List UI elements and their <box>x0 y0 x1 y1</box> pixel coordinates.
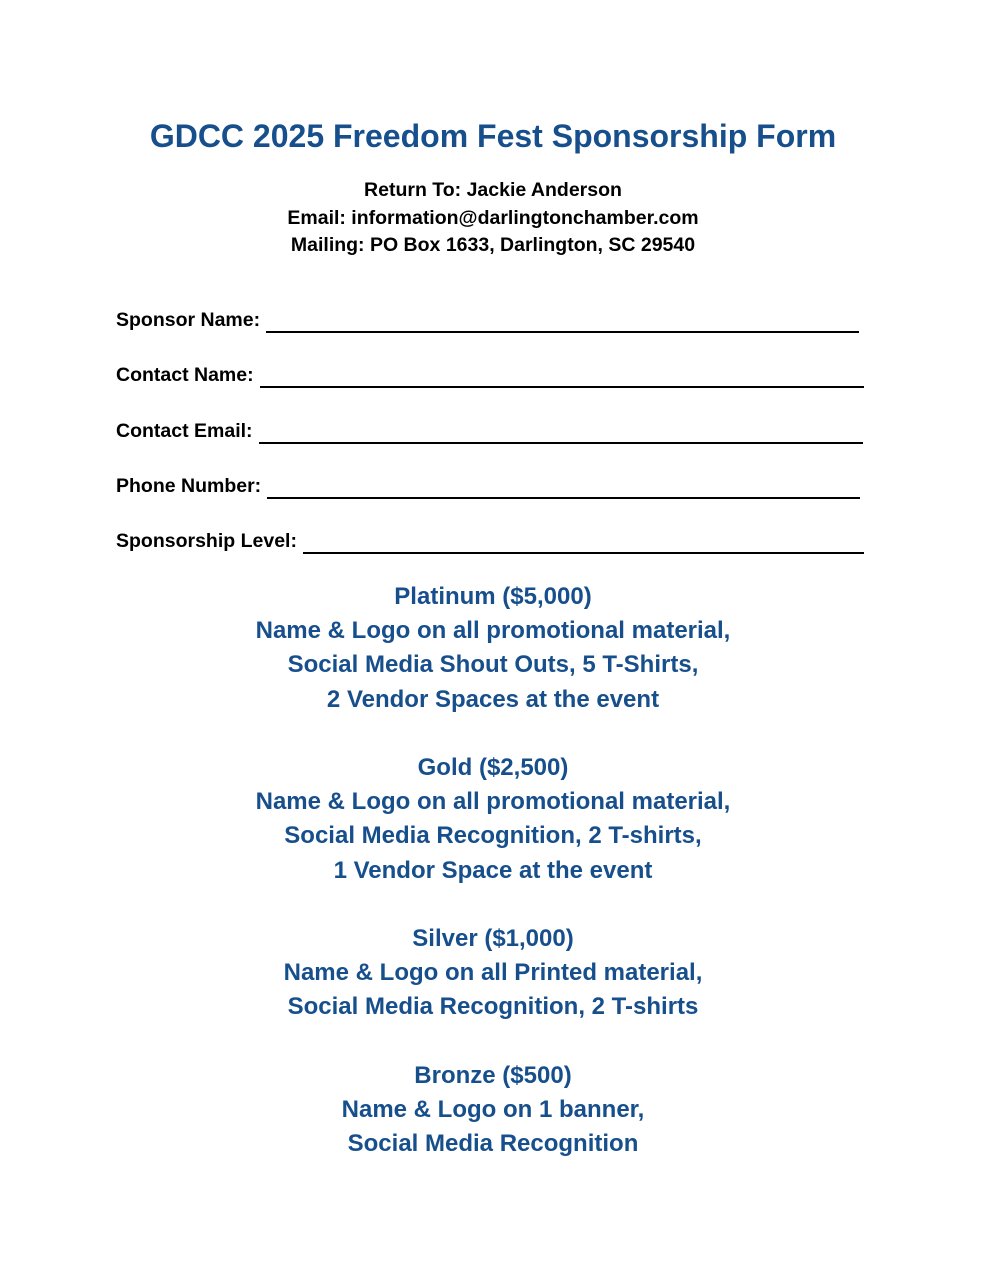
phone-number-label: Phone Number: <box>116 475 262 497</box>
return-to-text: Return To: Jackie Anderson <box>364 179 622 201</box>
sponsorship-level-label: Sponsorship Level: <box>116 530 297 552</box>
level-benefit-line: Social Media Recognition, 2 T-shirts <box>287 993 699 1021</box>
level-heading: Platinum ($5,000) <box>394 583 592 610</box>
level-gold <box>0 751 986 888</box>
return-email-text: Email: information@darlingtonchamber.com <box>287 206 699 229</box>
contact-name-field <box>116 357 864 387</box>
page-title: GDCC 2025 Freedom Fest Sponsorship Form <box>149 118 837 154</box>
return-mailing-text: Mailing: PO Box 1633, Darlington, SC 29540 <box>290 234 696 256</box>
level-benefit-line: Name & Logo on 1 banner, <box>341 1096 645 1123</box>
sponsor-name-blank <box>266 309 859 333</box>
contact-name-label: Contact Name: <box>116 364 254 386</box>
level-benefit-line: Social Media Recognition, 2 T-shirts, <box>284 822 702 850</box>
level-platinum <box>0 580 986 717</box>
contact-email-blank <box>259 420 863 444</box>
phone-number-blank <box>267 475 860 499</box>
level-benefit-line: Name & Logo on all Printed material, <box>283 959 703 987</box>
contact-email-label: Contact Email: <box>116 420 253 442</box>
level-benefit-line: 2 Vendor Spaces at the event <box>326 685 660 713</box>
level-bronze <box>0 1059 986 1162</box>
level-silver <box>0 922 986 1025</box>
contact-name-blank <box>260 364 864 388</box>
return-info <box>0 177 986 260</box>
level-heading: Gold ($2,500) <box>417 754 569 781</box>
level-heading: Bronze ($500) <box>414 1061 572 1089</box>
sponsor-name-field <box>116 302 859 332</box>
phone-number-field <box>116 468 860 498</box>
level-heading: Silver ($1,000) <box>412 925 574 952</box>
level-benefit-line: Name & Logo on all promotional material, <box>255 617 731 645</box>
sponsorship-level-field <box>116 523 864 553</box>
level-benefit-line: 1 Vendor Space at the event <box>333 856 653 884</box>
level-benefit-line: Name & Logo on all promotional material, <box>255 788 731 816</box>
contact-email-field <box>116 413 863 443</box>
level-benefit-line: Social Media Recognition <box>347 1130 639 1158</box>
sponsor-name-label: Sponsor Name: <box>116 309 261 331</box>
level-benefit-line: Social Media Shout Outs, 5 T-Shirts, <box>287 651 699 679</box>
sponsorship-level-blank <box>303 530 864 554</box>
sponsorship-levels <box>0 580 986 1196</box>
